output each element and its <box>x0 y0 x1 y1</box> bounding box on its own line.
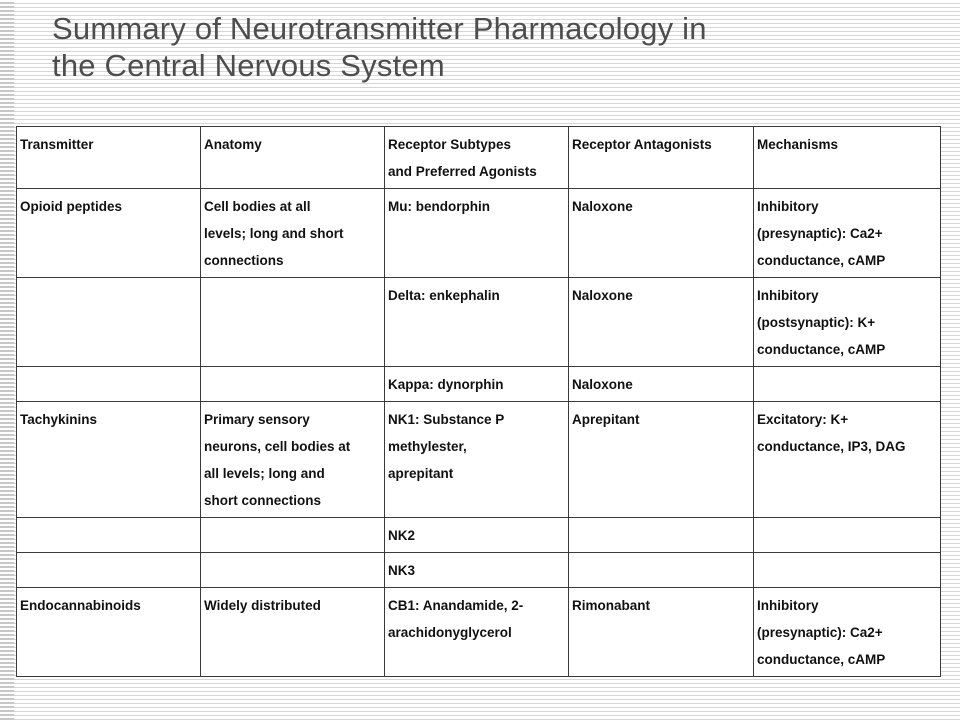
table-cell <box>385 278 569 367</box>
table-cell <box>385 402 569 518</box>
cell-text: Primary sensory neurons, cell bodies at all levels; long and short connections <box>204 412 351 508</box>
table-row <box>17 189 941 278</box>
table-row <box>17 588 941 677</box>
table-cell <box>754 367 941 402</box>
table-cell <box>201 588 385 677</box>
table-row <box>17 278 941 367</box>
cell-text: Delta: enkephalin <box>388 288 500 303</box>
table-cell <box>17 553 201 588</box>
table-cell <box>385 553 569 588</box>
cell-text: Tachykinins <box>20 412 98 427</box>
cell-text: Naloxone <box>572 288 633 303</box>
table-cell <box>569 553 754 588</box>
table-cell <box>17 189 201 278</box>
cell-text: Naloxone <box>572 377 633 392</box>
table-cell <box>569 402 754 518</box>
table-cell <box>17 278 201 367</box>
table-cell <box>569 518 754 553</box>
cell-text: Naloxone <box>572 199 633 214</box>
cell-text: NK3 <box>388 563 416 578</box>
table-cell <box>754 518 941 553</box>
table-cell <box>754 189 941 278</box>
slide-title <box>52 10 932 84</box>
header-anatomy <box>201 127 385 189</box>
table-cell <box>569 367 754 402</box>
header-receptor-antagonists <box>569 127 754 189</box>
table-cell <box>201 518 385 553</box>
cell-text: Opioid peptides <box>20 199 123 214</box>
cell-text: Rimonabant <box>572 598 651 613</box>
table-cell <box>17 518 201 553</box>
cell-text: NK1: Substance P methylester, aprepitant <box>388 412 505 481</box>
header-mechanisms-text: Mechanisms <box>757 137 839 152</box>
table-cell <box>569 278 754 367</box>
table-header-row <box>17 127 941 189</box>
table-cell <box>385 367 569 402</box>
table-cell <box>754 553 941 588</box>
cell-text: Cell bodies at all levels; long and short connections <box>204 199 344 268</box>
table-cell <box>17 402 201 518</box>
table-cell <box>201 553 385 588</box>
table-cell <box>569 588 754 677</box>
header-transmitter <box>17 127 201 189</box>
left-decorative-band <box>0 0 14 720</box>
table-cell <box>569 189 754 278</box>
cell-text: Inhibitory (postsynaptic): K+ conductance, cAMP <box>757 288 886 357</box>
header-receptor-antagonists-text: Receptor Antagonists <box>572 137 712 152</box>
cell-text: CB1: Anandamide, 2- arachidonyglycerol <box>388 598 524 640</box>
cell-text: Endocannabinoids <box>20 598 141 613</box>
cell-text: Mu: bendorphin <box>388 199 490 214</box>
table-cell <box>201 278 385 367</box>
pharmacology-table <box>16 126 941 677</box>
cell-text: Inhibitory (presynaptic): Ca2+ conductance, cAMP <box>757 598 886 667</box>
table-row <box>17 518 941 553</box>
header-receptor-subtypes-text: Receptor Subtypes and Preferred Agonists <box>388 137 537 179</box>
table-cell <box>385 518 569 553</box>
cell-text: Inhibitory (presynaptic): Ca2+ conductance, cAMP <box>757 199 886 268</box>
header-transmitter-text: Transmitter <box>20 137 94 152</box>
cell-text: Kappa: dynorphin <box>388 377 504 392</box>
cell-text: Excitatory: K+ conductance, IP3, DAG <box>757 412 906 454</box>
cell-text: Widely distributed <box>204 598 321 613</box>
header-anatomy-text: Anatomy <box>204 137 262 152</box>
pharmacology-table-container <box>16 126 940 677</box>
header-receptor-subtypes <box>385 127 569 189</box>
table-cell <box>17 367 201 402</box>
table-cell <box>754 278 941 367</box>
slide-title-line-2: the Central Nervous System <box>52 48 445 83</box>
header-mechanisms <box>754 127 941 189</box>
table-row <box>17 553 941 588</box>
table-cell <box>201 189 385 278</box>
slide-title-line-1: Summary of Neurotransmitter Pharmacology in <box>52 11 707 46</box>
table-cell <box>201 402 385 518</box>
cell-text: NK2 <box>388 528 416 543</box>
table-row <box>17 402 941 518</box>
table-cell <box>754 402 941 518</box>
table-cell <box>754 588 941 677</box>
table-cell <box>201 367 385 402</box>
table-cell <box>385 588 569 677</box>
cell-text: Aprepitant <box>572 412 640 427</box>
table-row <box>17 367 941 402</box>
table-cell <box>17 588 201 677</box>
table-cell <box>385 189 569 278</box>
